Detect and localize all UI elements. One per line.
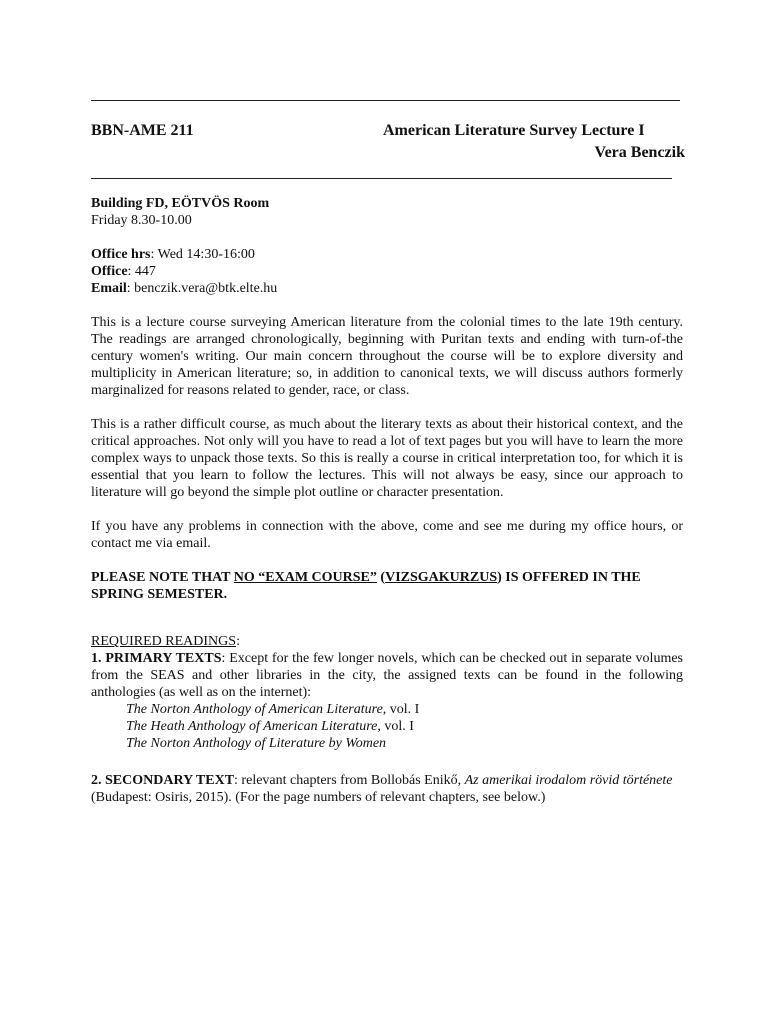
course-code: BBN-AME 211 — [91, 122, 194, 139]
primary-texts-label: 1. PRIMARY TEXTS — [91, 651, 222, 666]
top-divider — [91, 100, 680, 101]
secondary-text-citation: (Budapest: Osiris, 2015). (For the page numbers of relevant chapters, see below.) — [91, 790, 546, 805]
office-hours — [91, 246, 683, 263]
secondary-book-title: Az amerikai irodalom rövid története — [464, 773, 673, 788]
anthology-title: The Norton Anthology of American Literature — [126, 702, 383, 717]
document-body — [91, 195, 683, 806]
primary-texts-paragraph — [91, 650, 683, 701]
notice-no-exam-course: NO “EXAM COURSE” — [233, 570, 377, 585]
anthology-title: The Norton Anthology of Literature by Women — [126, 736, 387, 751]
header-divider — [91, 178, 672, 179]
intro-paragraph: This is a lecture course surveying American literature from the colonial times to the late 19th century. The readings are arranged chronologically, beginning with Puritan texts and ending with turn-of-the century women's writing. Our main concern throughout the course will be to explore diversity and multiplicity in American literature; so, in addition to canonical texts, we will discuss authors formerly marginalized for reasons related to gender, race, or class. — [91, 315, 683, 398]
email-value[interactable]: : benczik.vera@btk.elte.hu — [126, 281, 278, 296]
office-room — [91, 263, 683, 280]
office-label: Office — [91, 264, 128, 279]
notice-text-2: ( — [376, 570, 386, 585]
notice-text-1: PLEASE NOTE THAT — [91, 570, 234, 585]
email-label: Email — [91, 281, 127, 296]
anthology-volume: , vol. I — [377, 719, 414, 734]
secondary-text-label: 2. SECONDARY TEXT — [91, 773, 235, 788]
primary-texts-description: : Except for the few longer novels, which can be checked out in separate volumes from the SEAS and other libraries in the city, the assigned texts can be found in the following anthologies (as well as on the internet): — [91, 651, 683, 700]
email-line — [91, 280, 683, 297]
required-readings-heading — [91, 633, 683, 650]
anthology-item — [91, 718, 683, 735]
notice-vizsgakurzus: VIZSGAKURZUS — [385, 570, 498, 585]
anthology-item — [91, 701, 683, 718]
exam-course-notice — [91, 569, 683, 603]
anthology-item — [91, 735, 683, 752]
office-value: : 447 — [127, 264, 156, 279]
building-location: Building FD, EÖTVÖS Room — [91, 196, 270, 211]
office-hours-label: Office hrs — [91, 247, 151, 262]
course-title: American Literature Survey Lecture I — [383, 122, 645, 139]
secondary-text-paragraph — [91, 772, 683, 806]
required-readings-colon: : — [236, 634, 240, 649]
secondary-text-intro: : relevant chapters from Bollobás Enikő, — [234, 773, 465, 788]
office-hours-value: : Wed 14:30-16:00 — [150, 247, 255, 262]
difficulty-paragraph: This is a rather difficult course, as much about the literary texts as about their historical context, and the critical approaches. Not only will you have to read a lot of text pages but you will have to learn the more complex ways to unpack those texts. So this is really a course in critical interpretation too, for which it is essential that you learn to follow the lectures. This will not always be easy, since our approach to literature will go beyond the simple plot outline or character presentation. — [91, 417, 683, 500]
class-time: Friday 8.30-10.00 — [91, 213, 192, 228]
instructor-name: Vera Benczik — [594, 144, 685, 161]
anthology-title: The Heath Anthology of American Literature — [126, 719, 378, 734]
notice-text-3: ) IS OFFERED IN THE SPRING SEMESTER. — [91, 570, 641, 602]
anthology-volume: , vol. I — [382, 702, 420, 717]
required-readings-label: REQUIRED READINGS — [91, 634, 237, 649]
contact-paragraph: If you have any problems in connection with the above, come and see me during my office hours, or contact me via email. — [91, 519, 683, 551]
